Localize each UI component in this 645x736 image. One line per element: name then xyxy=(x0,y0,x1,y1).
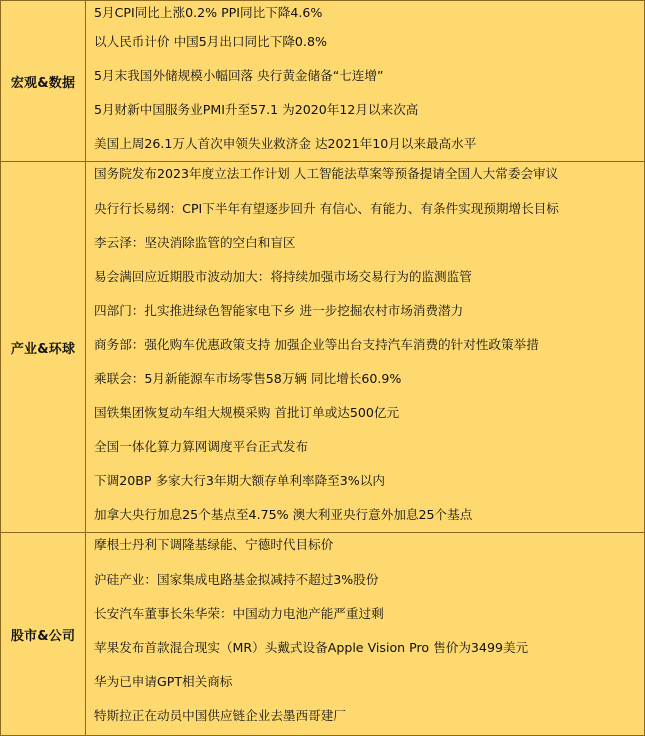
news-item: 沪硅产业：国家集成电路基金拟减持不超过3%股份 xyxy=(94,572,379,587)
news-item: 华为已申请GPT相关商标 xyxy=(94,674,233,689)
news-item: 易会满回应近期股市波动加大：将持续加强市场交易行为的监测监管 xyxy=(94,269,472,284)
news-item: 5月CPI同比上涨0.2% PPI同比下降4.6% xyxy=(94,5,323,20)
news-item: 下调20BP 多家大行3年期大额存单利率降至3%以内 xyxy=(94,473,385,488)
news-item: 加拿大央行加息25个基点至4.75% 澳大利亚央行意外加息25个基点 xyxy=(94,507,473,522)
category-industry: 产业&环球 xyxy=(1,162,86,533)
news-item: 摩根士丹利下调隆基绿能、宁德时代目标价 xyxy=(94,537,334,552)
news-item: 乘联会：5月新能源车市场零售58万辆 同比增长60.9% xyxy=(94,371,402,386)
section-macro xyxy=(1,1,645,162)
news-item: 5月末我国外储规模小幅回落 央行黄金储备“七连增” xyxy=(94,68,384,83)
news-item: 美国上周26.1万人首次申领失业救济金 达2021年10月以来最高水平 xyxy=(94,136,477,151)
news-item: 以人民币计价 中国5月出口同比下降0.8% xyxy=(94,34,327,49)
items-stock xyxy=(86,533,645,736)
news-item: 苹果发布首款混合现实（MR）头戴式设备Apple Vision Pro 售价为3499美元 xyxy=(94,640,529,655)
news-item: 特斯拉正在动员中国供应链企业去墨西哥建厂 xyxy=(94,708,346,723)
news-item: 李云泽：坚决消除监管的空白和盲区 xyxy=(94,235,296,250)
news-item: 商务部：强化购车优惠政策支持 加强企业等出台支持汽车消费的针对性政策举措 xyxy=(94,337,539,352)
items-industry xyxy=(86,162,645,533)
category-macro: 宏观&数据 xyxy=(1,1,86,162)
news-item: 国务院发布2023年度立法工作计划 人工智能法草案等预备提请全国人大常委会审议 xyxy=(94,166,559,181)
news-item: 央行行长易纲：CPI下半年有望逐步回升 有信心、有能力、有条件实现预期增长目标 xyxy=(94,201,559,216)
category-stock: 股市&公司 xyxy=(1,533,86,736)
section-stock xyxy=(1,533,645,736)
news-item: 全国一体化算力算网调度平台正式发布 xyxy=(94,439,309,454)
section-industry xyxy=(1,162,645,533)
news-item: 四部门：扎实推进绿色智能家电下乡 进一步挖掘农村市场消费潜力 xyxy=(94,303,464,318)
items-macro xyxy=(86,1,645,162)
news-item: 国铁集团恢复动车组大规模采购 首批订单或达500亿元 xyxy=(94,405,400,420)
news-item: 5月财新中国服务业PMI升至57.1 为2020年12月以来次高 xyxy=(94,102,419,117)
news-item: 长安汽车董事长朱华荣：中国动力电池产能严重过剩 xyxy=(94,606,384,621)
